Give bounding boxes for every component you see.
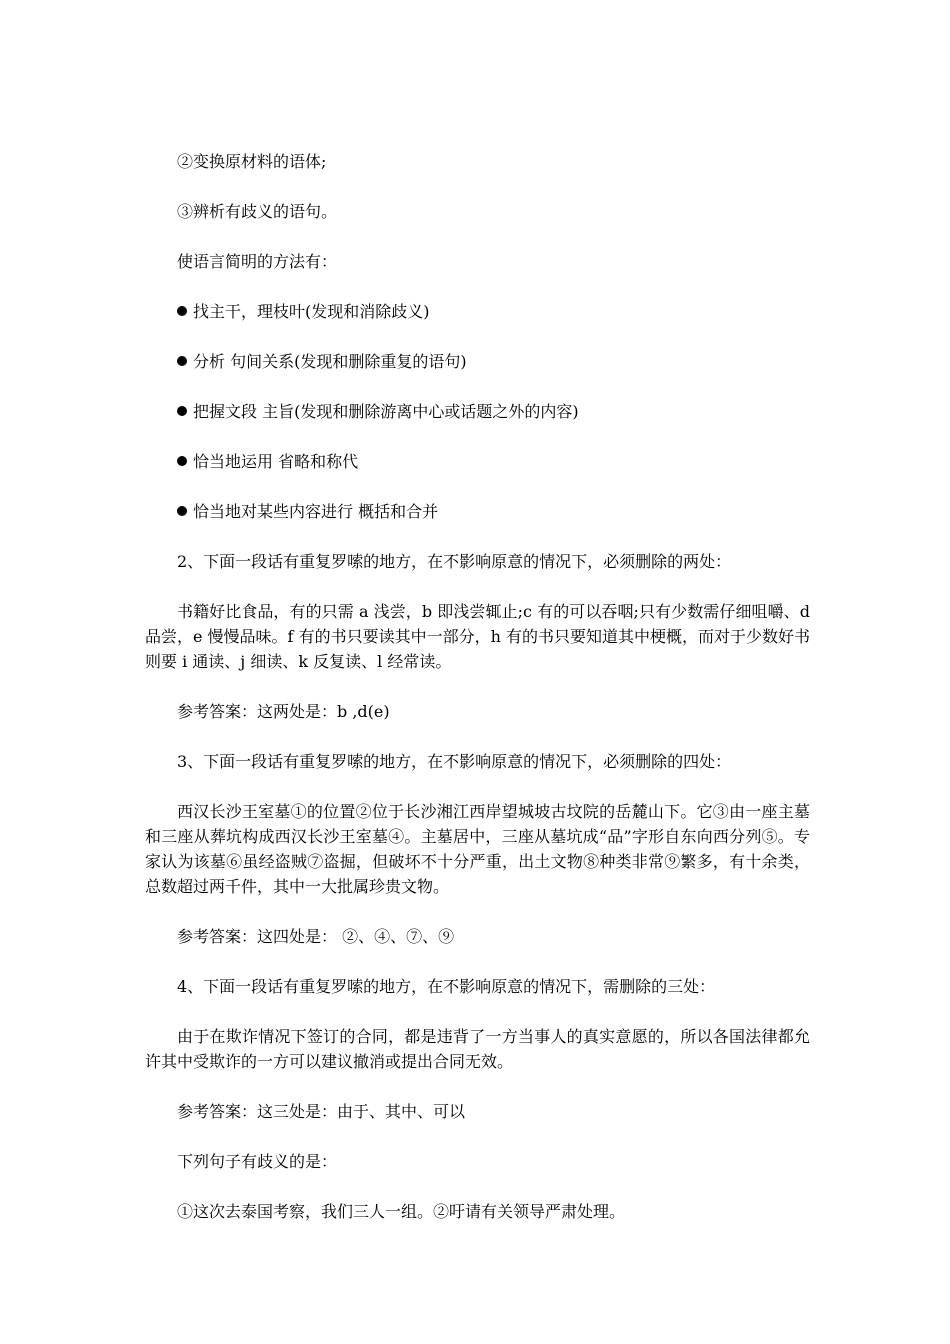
bullet-icon xyxy=(177,306,187,316)
paragraph-methods-heading: 使语言简明的方法有： xyxy=(177,252,338,271)
bullet-item xyxy=(145,299,810,324)
bullet-icon xyxy=(177,356,187,366)
paragraph-stylistic-conversion: ②变换原材料的语体; xyxy=(177,152,327,171)
question-2-passage: 书籍好比食品，有的只需 a 浅尝，b 即浅尝辄止;c 有的可以吞咽;只有少数需仔细咀嚼、d 品尝，e 慢慢品味。f 有的书只要读其中一部分，h 有的书只要知道其中梗概，而对于少数好书则要 i 通读、j 细读、k 反复读、l 经常读。 xyxy=(145,602,810,671)
bullet-text: 把握文段 主旨(发现和删除游离中心或话题之外的内容) xyxy=(193,402,579,421)
question-3-answer: 参考答案：这四处是： ②、④、⑦、⑨ xyxy=(177,927,455,946)
bullet-icon xyxy=(177,456,187,466)
bullet-icon xyxy=(177,406,187,416)
question-4-answer: 参考答案：这三处是：由于、其中、可以 xyxy=(177,1102,466,1121)
question-5-prompt: 下列句子有歧义的是： xyxy=(177,1152,338,1171)
question-4-passage: 由于在欺诈情况下签订的合同，都是违背了一方当事人的真实意愿的，所以各国法律都允许其中受欺诈的一方可以建议撤消或提出合同无效。 xyxy=(145,1027,810,1071)
paragraph-ambiguity-analysis: ③辨析有歧义的语句。 xyxy=(177,202,338,221)
bullet-item xyxy=(145,349,810,374)
bullet-text: 找主干，理枝叶(发现和消除歧义) xyxy=(193,302,430,321)
bullet-item xyxy=(145,499,810,524)
bullet-item xyxy=(145,399,810,424)
bullet-text: 恰当地对某些内容进行 概括和合并 xyxy=(193,502,439,521)
question-3-passage: 西汉长沙王室墓①的位置②位于长沙湘江西岸望城坡古坟院的岳麓山下。它③由一座主墓和三座从葬坑构成西汉长沙王室墓④。主墓居中，三座从墓坑成“品”字形自东向西分列⑤。专家认为该墓⑥虽经盗贼⑦盗掘，但破坏不十分严重，出土文物⑧种类非常⑨繁多，有十余类，总数超过两千件，其中一大批属珍贵文物。 xyxy=(145,802,810,896)
question-4-prompt: 4、下面一段话有重复罗嗦的地方，在不影响原意的情况下，需删除的三处： xyxy=(177,977,716,996)
question-3-prompt: 3、下面一段话有重复罗嗦的地方，在不影响原意的情况下，必须删除的四处： xyxy=(177,752,732,771)
question-5-options: ①这次去泰国考察，我们三人一组。②吁请有关领导严肃处理。 xyxy=(177,1202,626,1221)
bullet-icon xyxy=(177,506,187,516)
question-2-answer: 参考答案：这两处是：b ,d(e) xyxy=(177,702,390,721)
question-2-prompt: 2、下面一段话有重复罗嗦的地方，在不影响原意的情况下，必须删除的两处： xyxy=(177,552,732,571)
bullet-text: 恰当地运用 省略和称代 xyxy=(193,452,359,471)
bullet-text: 分析 句间关系(发现和删除重复的语句) xyxy=(193,352,467,371)
bullet-item xyxy=(145,449,810,474)
